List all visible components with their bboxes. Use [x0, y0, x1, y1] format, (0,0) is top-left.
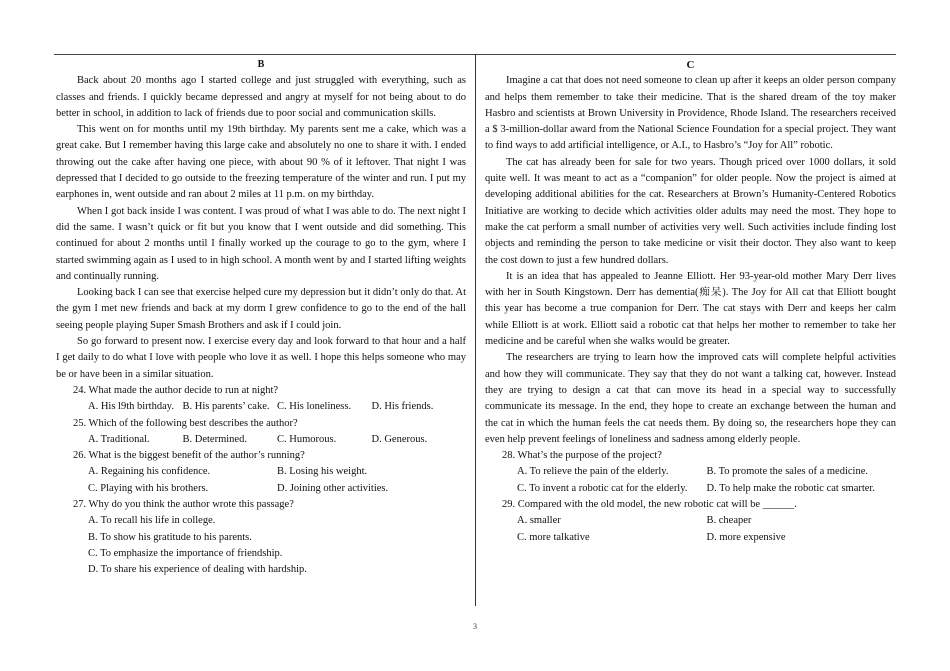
question-24-options: [56, 399, 466, 415]
question-26-option-c[interactable]: C. Playing with his brothers.: [88, 482, 209, 494]
question-29-options-row-2: [485, 530, 896, 546]
question-28-option-d[interactable]: D. To help make the robotic cat smarter.: [706, 482, 875, 494]
question-26-options-row-2: [56, 481, 466, 497]
question-24-option-c[interactable]: C. His loneliness.: [277, 401, 352, 413]
passage-b-paragraph-5: So go forward to present now. I exercise every day and look forward to that hour and a half I get daily to do what I love with people who love it as well. I hope this helps someone who may be or have been in a similar situation.: [56, 336, 466, 380]
question-26-option-d[interactable]: D. Joining other activities.: [277, 482, 389, 494]
question-25-options: [56, 432, 466, 448]
question-28-option-b[interactable]: B. To promote the sales of a medicine.: [706, 466, 868, 478]
question-28-option-c[interactable]: C. To invent a robotic cat for the elderly.: [517, 482, 688, 494]
question-27: [56, 497, 466, 578]
question-26-stem: 26. What is the biggest benefit of the author’s running?: [73, 450, 305, 462]
question-29-options-row-1: [485, 513, 896, 529]
column-divider: [475, 54, 476, 606]
passage-b-paragraph-2: This went on for months until my 19th birthday. My parents sent me a cake, which was a great cake. But I remember having this large cake and absolutely no one to share it with. I ended throwing out the cake after having one piece, with about 90 % of it leftover. That night I was depressed that I decided to go outside to the freezing temperature of the winter and run. I put my earphones in, went outside and ran about 2 miles at 11 p.m. on my birthday.: [56, 124, 466, 201]
question-25-option-b[interactable]: B. Determined.: [182, 433, 247, 445]
passage-c-paragraph-1: Imagine a cat that does not need someone to clean up after it keeps an older person company and helps them remember to take their medicine. That is the shared dream of the toy maker Hasbro and scientists at Brown University in Providence, Rhode Island. The researchers received a $ 3-million-dollar award from the National Science Foundation for a special project. They want to find ways to add artificial intelligence, or A.I., to Hasbro’s “Joy for All” robotic.: [485, 75, 896, 152]
question-25-option-d[interactable]: D. Generous.: [371, 433, 428, 445]
question-27-option-d[interactable]: D. To share his experience of dealing with hardship.: [88, 564, 307, 576]
question-26-option-a[interactable]: A. Regaining his confidence.: [88, 466, 211, 478]
question-25: [56, 416, 466, 449]
question-28-option-a[interactable]: A. To relieve the pain of the elderly.: [517, 466, 669, 478]
question-28: [485, 448, 896, 497]
question-26-option-b[interactable]: B. Losing his weight.: [277, 466, 368, 478]
question-29-option-d[interactable]: D. more expensive: [706, 531, 786, 543]
question-25-stem: 25. Which of the following best describes the author?: [73, 417, 298, 429]
passage-b-column: [56, 57, 466, 579]
question-29-option-c[interactable]: C. more talkative: [517, 531, 590, 543]
question-28-options-row-2: [485, 481, 896, 497]
question-28-stem: 28. What’s the purpose of the project?: [502, 450, 662, 462]
question-24-option-d[interactable]: D. His friends.: [371, 401, 434, 413]
question-27-option-c[interactable]: C. To emphasize the importance of friendship.: [88, 547, 283, 559]
passage-b-paragraph-1: Back about 20 months ago I started college and just struggled with everything, such as classes and friends. I quickly became depressed and angry at myself for not being about to do better in school, in addition to lack of friends due to poor social and communication skills.: [56, 75, 466, 119]
passage-c-column: [485, 57, 896, 546]
passage-c-paragraph-4: The researchers are trying to learn how the improved cats will complete helpful activities and how they will communicate. They say that they do not want a talking cat, however. Instead they are trying to design a cat that can move its head in a special way to successfully communicate its message. In the end, they hope to create an exchange between the human and the cat in which the human feels the cat needs them. By doing so, the researchers hope they can even help prevent feelings of loneliness and sadness among elderly people.: [485, 352, 896, 445]
page-number: 3: [473, 622, 477, 631]
question-27-stem: 27. Why do you think the author wrote this passage?: [73, 499, 294, 511]
passage-b-heading: B: [257, 59, 265, 70]
passage-c-heading: C: [686, 59, 695, 71]
question-26: [56, 448, 466, 497]
passage-b-paragraph-3: When I got back inside I was content. I was proud of what I was able to do. The next night I did the same. I wasn’t quick or fit but you know that I went outside and did something. This continued for about 2 months until I finally worked up the courage to go to the gym, where I started swimming again as I used to in high school. A month went by and I started lifting weights and continually running.: [56, 205, 466, 282]
question-29-stem: 29. Compared with the old model, the new robotic cat will be ______.: [502, 499, 797, 511]
question-27-option-a[interactable]: A. To recall his life in college.: [88, 515, 216, 527]
question-24-option-a[interactable]: A. His l9th birthday.: [88, 401, 174, 413]
passage-c-paragraph-2: The cat has already been for sale for two years. Though priced over 1000 dollars, it sold quite well. It was meant to act as a “companion” for older people. Now the project is aimed at developing additional abilities for the cat. Researchers at Brown’s Humanity-Centered Robotics Initiative are working to decide which activities older adults may need the most. They hope to make the cat perform a small number of activities very well. Such activities include finding lost objects and reminding the person to take medicine or visit their doctor. They also want to keep the cost down to just a few hundred dollars.: [485, 156, 896, 266]
question-26-options-row-1: [56, 464, 466, 480]
passage-b-paragraph-4: Looking back I can see that exercise helped cure my depression but it didn’t only do that. At the gym I met new friends and back at my dorm I grew confidence to go to the end of the hall seeing people playing Super Smash Brothers and ask if I could join.: [56, 287, 466, 331]
question-29-option-b[interactable]: B. cheaper: [706, 515, 752, 527]
question-24-stem: 24. What made the author decide to run at night?: [73, 384, 279, 396]
question-25-option-a[interactable]: A. Traditional.: [88, 433, 150, 445]
question-25-option-c[interactable]: C. Humorous.: [277, 433, 337, 445]
question-29-option-a[interactable]: A. smaller: [517, 515, 561, 527]
question-29: [485, 497, 896, 546]
question-27-option-b[interactable]: B. To show his gratitude to his parents.: [88, 531, 252, 543]
question-24: [56, 383, 466, 416]
passage-c-paragraph-3: It is an idea that has appealed to Jeanne Elliott. Her 93-year-old mother Mary Derr lives with her in South Kingstown. Derr has dementia(痴呆). The Joy for All cat that Elliott bought this year has become a true companion for Derr. The cat stays with Derr and keeps her calm while Elliott is at work. Elliott said a robotic cat that helps her mother to remember to take her medicine and be careful when she walks would be greater.: [485, 270, 896, 348]
question-24-option-b[interactable]: B. His parents’ cake.: [182, 401, 270, 413]
question-28-options-row-1: [485, 464, 896, 480]
